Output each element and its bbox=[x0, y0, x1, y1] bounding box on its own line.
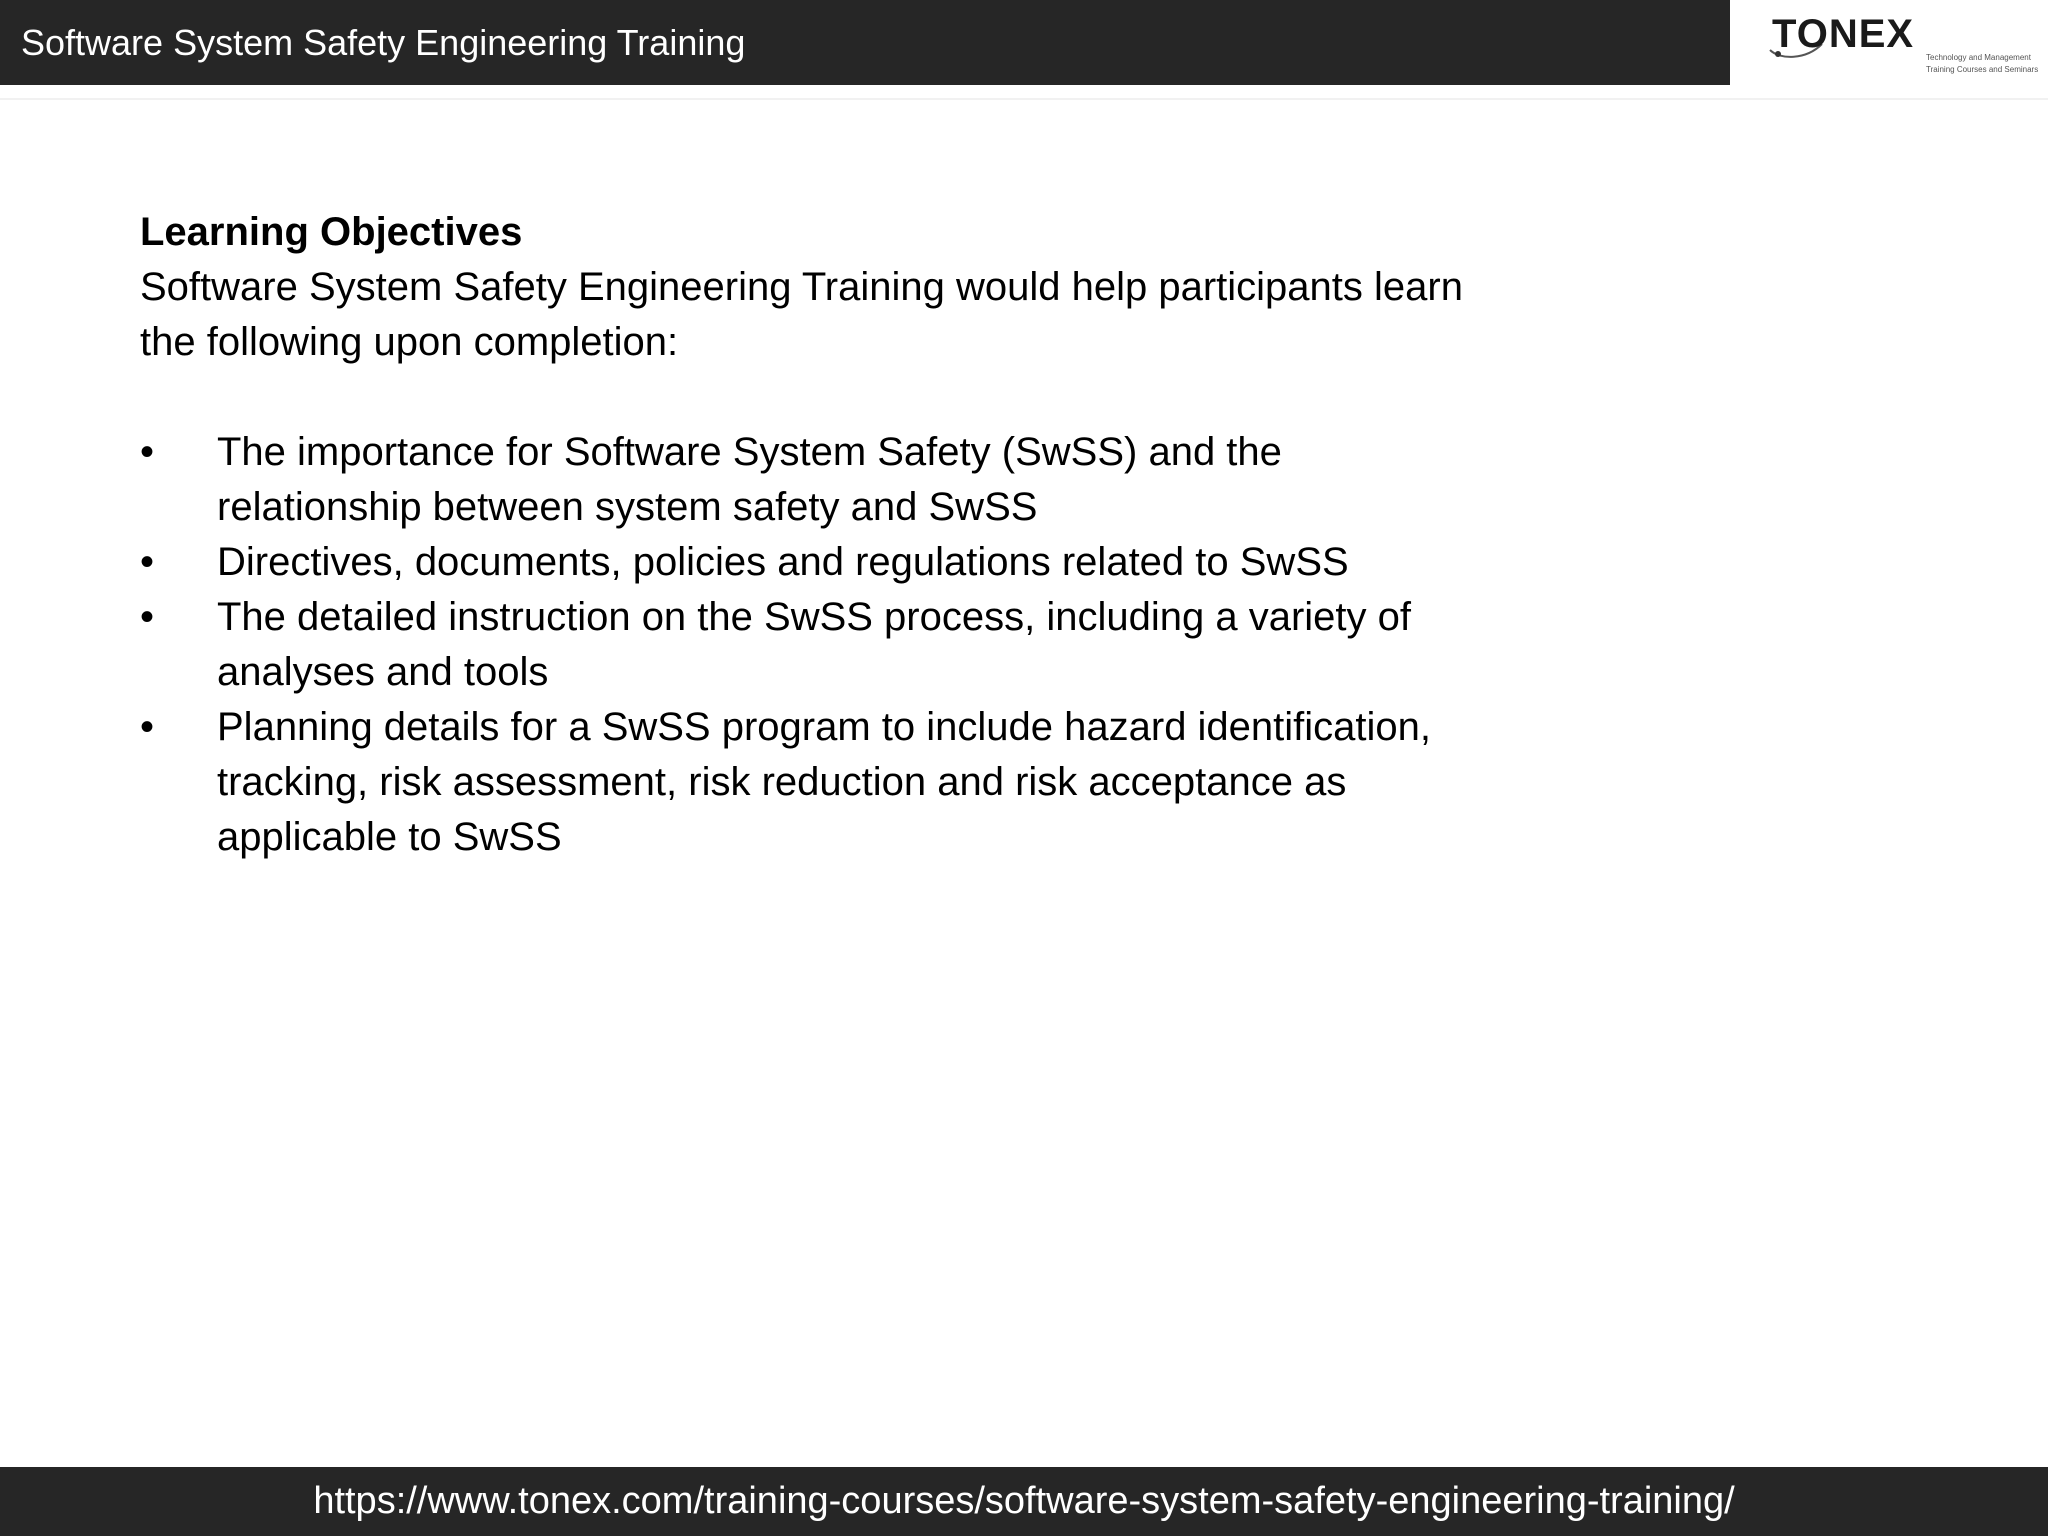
bullet-icon: • bbox=[140, 430, 155, 474]
header-bar bbox=[0, 0, 1730, 85]
list-item bbox=[140, 700, 1470, 865]
logo-wordmark: TONEX bbox=[1772, 12, 1915, 56]
list-item bbox=[140, 590, 1470, 700]
bullet-icon: • bbox=[140, 705, 155, 749]
section-heading: Learning Objectives bbox=[140, 210, 523, 254]
logo-tagline bbox=[1926, 52, 2038, 76]
slide-content bbox=[140, 205, 1470, 865]
logo-tagline-line1: Technology and Management bbox=[1926, 53, 2031, 62]
list-item-text: The detailed instruction on the SwSS process, including a variety of analyses and tools bbox=[217, 595, 1411, 694]
bullet-icon: • bbox=[140, 595, 155, 639]
bullet-icon: • bbox=[140, 540, 155, 584]
slide-title: Software System Safety Engineering Training bbox=[21, 22, 746, 63]
objectives-list bbox=[140, 425, 1470, 865]
list-item bbox=[140, 535, 1470, 590]
intro-paragraph: Software System Safety Engineering Training would help participants learn the following upon completion: bbox=[140, 265, 1463, 364]
header-divider bbox=[0, 98, 2048, 100]
list-item-text: Planning details for a SwSS program to include hazard identification, tracking, risk assessment, risk reduction and risk acceptance as applicable to SwSS bbox=[217, 705, 1432, 859]
footer-url-link[interactable]: https://www.tonex.com/training-courses/software-system-safety-engineering-training/ bbox=[313, 1480, 1735, 1522]
list-item-text: The importance for Software System Safety (SwSS) and the relationship between system safety and SwSS bbox=[217, 430, 1282, 529]
footer-bar bbox=[0, 1467, 2048, 1536]
tonex-logo bbox=[1730, 0, 2048, 98]
list-item-text: Directives, documents, policies and regulations related to SwSS bbox=[217, 540, 1349, 584]
list-item bbox=[140, 425, 1470, 535]
logo-tagline-line2: Training Courses and Seminars bbox=[1926, 65, 2039, 74]
